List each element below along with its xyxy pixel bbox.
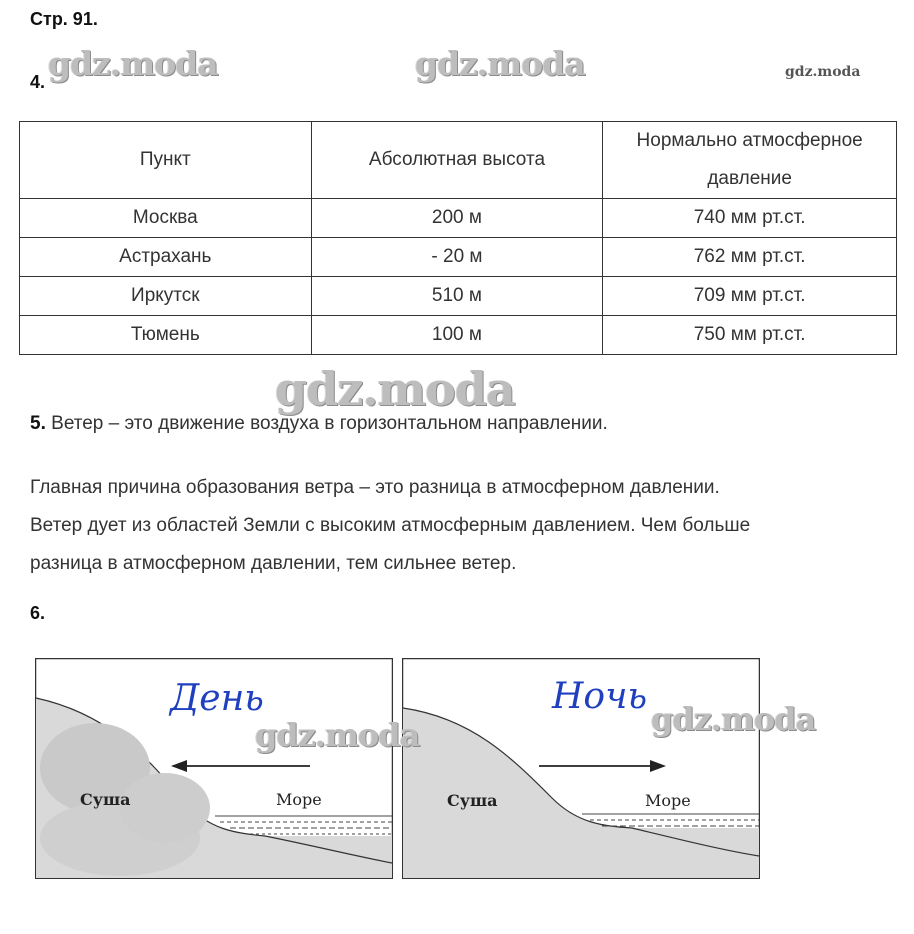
watermark: gdz.moda [651,700,816,738]
table-cell: Иркутск [20,277,312,316]
watermark: gdz.moda [785,64,861,80]
task-5-number: 5. [30,413,46,434]
table-cell: Тюмень [20,316,312,355]
text-line: Главная причина образования ветра – это разница в атмосферном давлении. [30,477,720,498]
column-header: Нормально атмосферное давление [603,122,897,199]
table-cell: - 20 м [311,238,603,277]
handwritten-night-label: Ночь [552,676,648,717]
table-cell: 762 мм рт.ст. [603,238,897,277]
column-header: Пункт [20,122,312,199]
page-number: Стр. 91. [30,9,98,29]
task-4-number: 4. [30,72,46,92]
table-header-row [20,122,897,199]
watermark: gdz.moda [48,44,218,83]
table-cell: 740 мм рт.ст. [603,199,897,238]
table-cell: Астрахань [20,238,312,277]
land-label: Суша [447,791,498,810]
table-cell: Москва [20,199,312,238]
handwritten-day-label: День [170,678,264,719]
table-row [20,316,897,355]
text-line: Ветер дует из областей Земли с высоким атмосферным давлением. Чем больше [30,515,751,536]
table-cell: 510 м [311,277,603,316]
table-cell: 750 мм рт.ст. [603,316,897,355]
table-cell: 200 м [311,199,603,238]
table-cell: 709 мм рт.ст. [603,277,897,316]
table-row [20,238,897,277]
watermark: gdz.moda [255,716,420,754]
task-6-number: 6. [30,603,46,623]
wind-definition: Ветер – это движение воздуха в горизонтальном направлении. [51,413,608,434]
watermark: gdz.moda [275,362,515,416]
table-cell: 100 м [311,316,603,355]
watermark: gdz.moda [415,44,585,83]
sea-label: Море [645,791,691,810]
sea-label: Море [276,790,322,809]
land-label: Суша [80,790,131,809]
task-5-definition [30,413,608,435]
table-row [20,277,897,316]
pressure-table [19,121,897,355]
table-row [20,199,897,238]
task-5-explanation [30,469,750,583]
text-line: разница в атмосферном давлении, тем сильнее ветер. [30,553,517,574]
column-header: Абсолютная высота [311,122,603,199]
